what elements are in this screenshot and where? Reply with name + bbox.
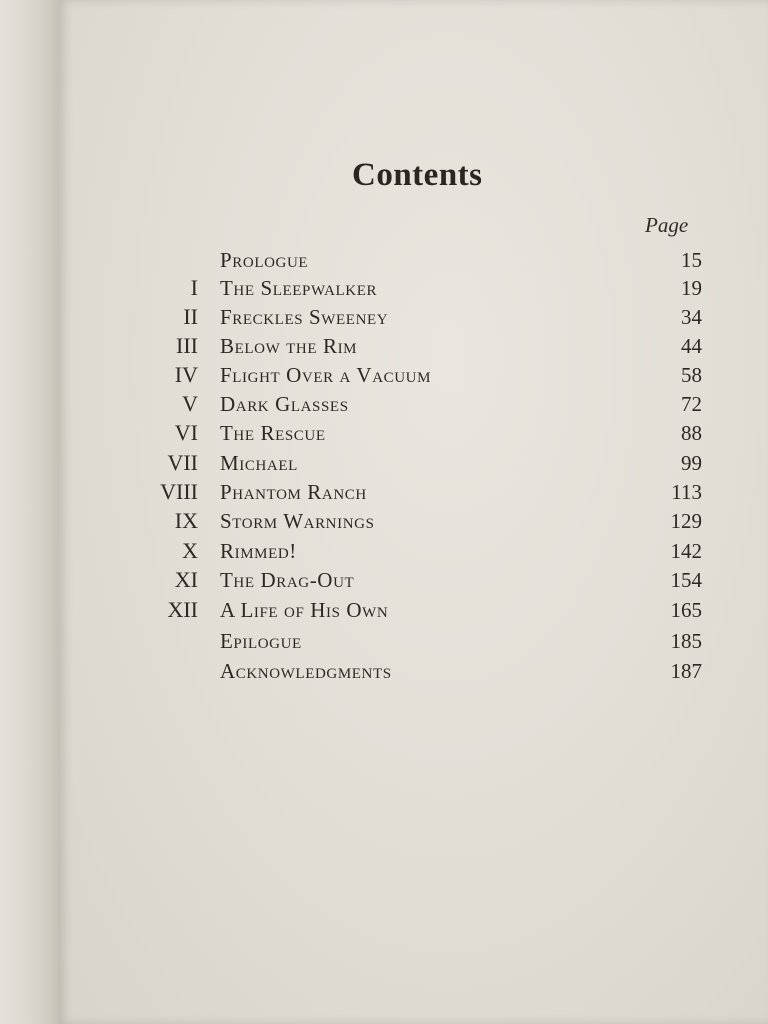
chapter-numeral: VIII	[160, 479, 198, 504]
chapter-title: The Sleepwalker	[220, 276, 378, 300]
chapter-title: Epilogue	[220, 629, 302, 653]
chapter-page: 19	[681, 276, 702, 300]
chapter-title: Prologue	[220, 248, 309, 272]
chapter-numeral: X	[182, 538, 198, 563]
toc-row	[0, 628, 768, 658]
chapter-numeral: VI	[174, 420, 198, 445]
chapter-title: Storm Warnings	[220, 509, 375, 533]
chapter-page: 88	[681, 421, 702, 445]
chapter-title: Dark Glasses	[220, 392, 349, 416]
toc-row	[0, 247, 768, 277]
chapter-title: Flight Over a Vacuum	[220, 363, 432, 387]
chapter-title: Acknowledgments	[220, 659, 392, 683]
toc-row	[0, 304, 768, 334]
toc-row	[0, 658, 768, 688]
toc-row	[0, 479, 768, 509]
chapter-title: Below the Rim	[220, 334, 358, 358]
toc-row	[0, 508, 768, 538]
chapter-page: 142	[670, 539, 702, 563]
chapter-page: 113	[671, 480, 702, 504]
chapter-page: 44	[681, 334, 702, 358]
chapter-page: 58	[681, 363, 702, 387]
chapter-page: 15	[681, 248, 702, 272]
chapter-page: 154	[670, 568, 702, 592]
chapter-page: 185	[670, 629, 702, 653]
chapter-title: Freckles Sweeney	[220, 305, 389, 329]
chapter-page: 34	[681, 305, 702, 329]
toc-row	[0, 597, 768, 627]
chapter-page: 99	[681, 451, 702, 475]
toc-row	[0, 391, 768, 421]
chapter-page: 129	[670, 509, 702, 533]
contents-title: Contents	[352, 157, 483, 193]
chapter-numeral: XII	[167, 597, 198, 622]
chapter-page: 187	[670, 659, 702, 683]
chapter-numeral: IV	[174, 362, 198, 387]
chapter-title: The Rescue	[220, 421, 326, 445]
chapter-title: A Life of His Own	[220, 598, 389, 622]
chapter-numeral: VII	[167, 450, 198, 475]
chapter-title: Michael	[220, 451, 298, 475]
toc-row	[0, 362, 768, 392]
toc-row	[0, 275, 768, 305]
chapter-title: Rimmed!	[220, 539, 297, 563]
chapter-numeral: I	[190, 275, 198, 300]
chapter-numeral: III	[176, 333, 198, 358]
chapter-numeral: V	[182, 391, 198, 416]
chapter-numeral: II	[183, 304, 198, 329]
page-column-header: Page	[645, 213, 689, 237]
toc-row	[0, 333, 768, 363]
chapter-title: Phantom Ranch	[220, 480, 367, 504]
toc-row	[0, 450, 768, 480]
toc-row	[0, 538, 768, 568]
toc-row	[0, 420, 768, 450]
chapter-title: The Drag-Out	[220, 568, 355, 592]
toc-row	[0, 567, 768, 597]
chapter-page: 72	[681, 392, 702, 416]
chapter-numeral: IX	[174, 508, 198, 533]
chapter-numeral: XI	[174, 567, 198, 592]
chapter-page: 165	[670, 598, 702, 622]
